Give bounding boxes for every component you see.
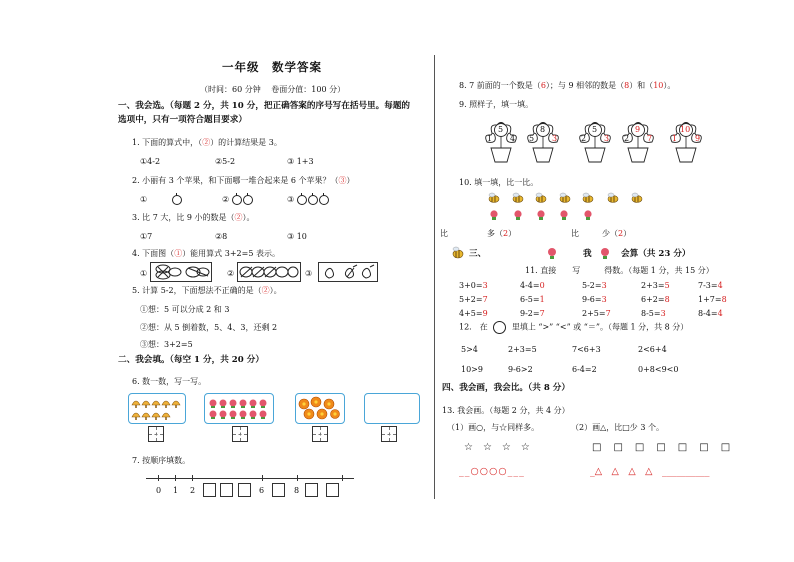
number-line-label: 2 (190, 486, 196, 495)
number-blank[interactable] (203, 483, 216, 497)
compare-less-text: 少（2） (602, 229, 632, 238)
flower-top-number: 8 (540, 125, 546, 134)
q8-answer-1: 6 (540, 81, 546, 90)
number-line-label: 0 (156, 486, 162, 495)
flower-icon (512, 209, 524, 221)
compare-item: 7<6+3 (572, 345, 601, 354)
bee-icon (580, 192, 596, 204)
flower-pot (523, 120, 563, 164)
q9-text: 9. 照样子，填一填。 (459, 100, 534, 109)
q4-opt-b-label: ② (227, 269, 235, 278)
apple-icon (243, 195, 253, 205)
calc-answer: 3 (601, 281, 607, 290)
section-1-title: 一、我会选。（每题 2 分，共 10 分，把正确答案的序号写在括号里。每题的 (118, 101, 411, 111)
calc-item: 8-4=4 (698, 309, 723, 318)
q5-opt-a: ①想：5 可以分成 2 和 3 (140, 305, 230, 314)
flower-right-number: 3 (604, 134, 610, 143)
section-4-title: 四、我会画，我会比。（共 8 分） (442, 383, 570, 393)
calc-answer: 9 (482, 309, 488, 318)
section-3-prefix: 三、 (469, 249, 487, 259)
bee-icon (605, 192, 621, 204)
number-line-tick (158, 475, 159, 481)
apple-icon (308, 195, 318, 205)
calc-answer: 0 (539, 281, 545, 290)
number-line (146, 478, 354, 479)
q5-answer: ② (261, 286, 270, 295)
q8-answer-2: 8 (624, 81, 630, 90)
flower-left-number: 2 (581, 134, 587, 143)
number-line-tick (192, 475, 193, 481)
calc-item: 2+3=5 (641, 281, 670, 290)
apple-icon (319, 195, 329, 205)
q4-opt-c-label: ③ (305, 269, 313, 278)
calc-item: 6-5=1 (520, 295, 545, 304)
number-line-tick (262, 475, 263, 481)
flower-top-number: 10 (680, 125, 691, 134)
q13-part-1: （1）画○，与☆同样多。 (447, 423, 540, 432)
calc-item: 5-2=3 (582, 281, 607, 290)
flower-right-number: 9 (695, 134, 701, 143)
compare-item: 0+8<9<0 (638, 365, 679, 374)
flower-right-number: 4 (510, 134, 516, 143)
flower-left-number: 1 (672, 134, 678, 143)
picture-box-flowers (204, 393, 274, 424)
q3-opt-c: ③ 10 (287, 232, 307, 241)
calc-answer: 8 (721, 295, 727, 304)
stars-row: ☆ ☆ ☆ ☆ (464, 442, 530, 453)
flower-icon (205, 394, 273, 423)
triangles-answer: _△ △ △ △ __________ (590, 466, 710, 477)
q2-answer: ③ (338, 176, 347, 185)
column-divider (434, 55, 435, 499)
calc-answer: 4 (717, 281, 723, 290)
calc-item: 4+5=9 (459, 309, 488, 318)
calc-item: 1+7=8 (698, 295, 727, 304)
calc-item: 9-2=7 (520, 309, 545, 318)
q6-text: 6. 数一数，写一写。 (132, 377, 207, 386)
q11-text: 11. 直接 写 得数。（每题 1 分，共 15 分） (525, 266, 714, 275)
circle-blank-icon (493, 321, 506, 334)
apple-icon (172, 195, 182, 205)
flower-pot (666, 120, 706, 164)
calc-answer: 7 (605, 309, 611, 318)
q4-picture-c (318, 262, 378, 282)
number-blank[interactable] (238, 483, 251, 497)
calc-answer: 5 (664, 281, 670, 290)
compare-item: 2<6+4 (638, 345, 667, 354)
compare-word-2: 比 (571, 229, 579, 238)
q1-text: 1. 下面的算式中，（②）的计算结果是 3。 (132, 138, 282, 147)
calc-item: 7-3=4 (698, 281, 723, 290)
flower-right-number: 3 (552, 134, 558, 143)
calc-item: 2+5=7 (582, 309, 611, 318)
calc-item: 9-6=3 (582, 295, 607, 304)
compare-item: 2+3=5 (508, 345, 537, 354)
calc-answer: 3 (482, 281, 488, 290)
blossom-icon (296, 394, 344, 423)
bee-icon (510, 192, 526, 204)
flower-icon (558, 209, 570, 221)
q3-text: 3. 比 7 大，比 9 小的数是（②）。 (132, 213, 255, 222)
number-blank[interactable] (272, 483, 285, 497)
compare-more-text: 多（2） (487, 229, 517, 238)
picture-box-blossoms (295, 393, 345, 424)
apple-icon (232, 195, 242, 205)
q4-answer: ① (174, 249, 183, 258)
q12-text: 12. 在 里填上 “>” “<” 或 “＝”。（每题 1 分，共 8 分） (459, 321, 688, 334)
number-line-label: 6 (259, 486, 265, 495)
flower-pot (481, 120, 521, 164)
apple-icon (297, 195, 307, 205)
q5-text: 5. 计算 5-2，下面想法不正确的是（②）。 (132, 286, 282, 295)
calc-item: 6+2=8 (641, 295, 670, 304)
compare-item: 5>4 (461, 345, 478, 354)
flower-icon (488, 209, 500, 221)
q4-picture-a (150, 262, 212, 282)
q4-picture-b (237, 262, 301, 282)
q2-text: 2. 小丽有 3 个苹果，和下面哪一堆合起来是 6 个苹果？（③） (132, 176, 355, 185)
number-line-label: 8 (294, 486, 300, 495)
flower-top-number: 9 (635, 125, 641, 134)
q2-opt-b: ② (222, 194, 254, 205)
bee-icon (486, 192, 502, 204)
pear-icon (319, 263, 377, 281)
compare-word-1: 比 (440, 229, 448, 238)
flower-icon (598, 246, 612, 260)
flower-right-number: 7 (647, 134, 653, 143)
section-3-mid: 我 (583, 249, 592, 259)
compare-item: 10>9 (461, 365, 483, 374)
mushroom-icon (129, 394, 185, 423)
writing-grid[interactable] (232, 426, 248, 442)
number-blank[interactable] (220, 483, 233, 497)
q8-answer-3: 10 (653, 81, 664, 90)
calc-item: 4-4=0 (520, 281, 545, 290)
number-line-tick (342, 475, 343, 481)
writing-grid[interactable] (148, 426, 164, 442)
squares-row: □ □ □ □ □ □ □ (592, 442, 732, 453)
number-line-label: 1 (173, 486, 179, 495)
bee-icon (450, 246, 466, 260)
ovals-icon (151, 263, 211, 281)
number-blank[interactable] (326, 483, 339, 497)
calc-answer: 7 (539, 309, 545, 318)
page-title: 一年级 数学答案 (222, 60, 322, 74)
flower-top-number: 5 (592, 125, 598, 134)
section-2-title: 二、我会填。（每空 1 分，共 20 分） (118, 355, 264, 365)
writing-grid[interactable] (381, 426, 397, 442)
compare-answer-1: 2 (503, 229, 509, 238)
calc-item: 3+0=3 (459, 281, 488, 290)
bee-icon (533, 192, 549, 204)
calc-answer: 3 (660, 309, 666, 318)
q3-opt-b: ②8 (215, 232, 228, 241)
q3-opt-a: ①7 (140, 232, 153, 241)
calc-item: 5+2=7 (459, 295, 488, 304)
calc-answer: 3 (601, 295, 607, 304)
picture-box-empty (364, 393, 420, 424)
flower-left-number: 2 (624, 134, 630, 143)
number-line-tick (175, 475, 176, 481)
q5-opt-c: ③想：3+2=5 (140, 340, 193, 349)
picture-box-mushrooms (128, 393, 186, 424)
q3-answer: ② (234, 213, 243, 222)
q1-opt-a: ①4-2 (140, 157, 161, 166)
flower-left-number: 1 (487, 134, 493, 143)
calc-answer: 1 (539, 295, 545, 304)
number-line-tick (297, 475, 298, 481)
number-blank[interactable] (305, 483, 318, 497)
flower-pot (575, 120, 615, 164)
calc-answer: 8 (664, 295, 670, 304)
writing-grid[interactable] (312, 426, 328, 442)
section-3-title: 会算（共 23 分） (621, 249, 691, 259)
flower-pot (618, 120, 658, 164)
q10-text: 10. 填一填，比一比。 (459, 178, 539, 187)
q1-answer: ② (202, 138, 211, 147)
q2-opt-a: ① (140, 194, 183, 205)
bee-icon (557, 192, 573, 204)
q8-text: 8. 7 前面的一个数是（6）；与 9 相邻的数是（8）和（10）。 (459, 81, 676, 90)
bee-icon (629, 192, 645, 204)
q13-text: 13. 我会画。（每题 2 分，共 4 分） (442, 406, 570, 415)
calc-answer: 4 (717, 309, 723, 318)
compare-answer-2: 2 (618, 229, 624, 238)
q13-part-2: （2）画△，比□少 3 个。 (571, 423, 664, 432)
flower-icon (545, 246, 559, 260)
ovals-icon (238, 263, 300, 281)
section-1-title-cont: 选项中，只有一项符合题目要求） (118, 115, 247, 125)
q5-opt-b: ②想：从 5 倒着数，5、4、3，还剩 2 (140, 323, 278, 332)
q2-opt-c: ③ (287, 194, 330, 205)
q7-text: 7. 按顺序填数。 (132, 456, 191, 465)
flower-icon (582, 209, 594, 221)
exam-info: （时间：60 分钟 卷面分值：100 分） (200, 85, 346, 94)
q1-opt-b: ②5-2 (215, 157, 236, 166)
circles-answer: __○○○○___ (459, 466, 525, 477)
q1-opt-c: ③ 1+3 (287, 157, 314, 166)
calc-answer: 7 (482, 295, 488, 304)
q4-text: 4. 下面图（①）能用算式 3+2=5 表示。 (132, 249, 280, 258)
calc-item: 8-5=3 (641, 309, 666, 318)
flower-left-number: 5 (529, 134, 535, 143)
flower-top-number: 5 (498, 125, 504, 134)
q4-opt-a-label: ① (140, 269, 148, 278)
compare-item: 6-4=2 (572, 365, 597, 374)
compare-item: 9-6>2 (508, 365, 533, 374)
flower-icon (535, 209, 547, 221)
